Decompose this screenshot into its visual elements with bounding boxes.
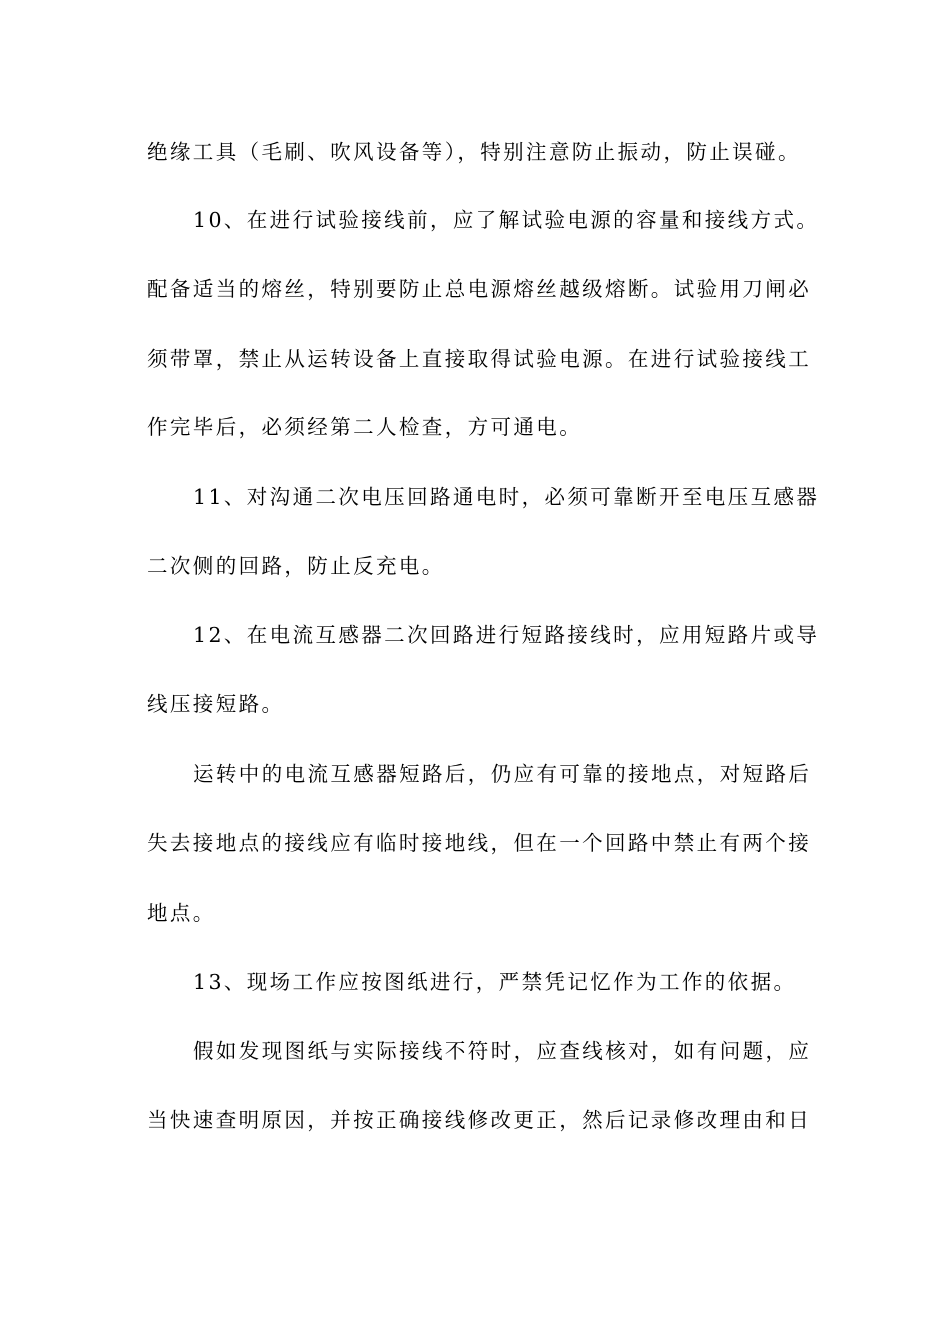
text-line: 当快速查明原因，并按正确接线修改更正，然后记录修改理由和日	[147, 1108, 812, 1132]
text-line: 作完毕后，必须经第二人检查，方可通电。	[147, 415, 583, 439]
text-line: 12、在电流互感器二次回路进行短路接线时，应用短路片或导	[193, 623, 820, 647]
text-line: 运转中的电流互感器短路后，仍应有可靠的接地点，对短路后	[193, 762, 812, 786]
text-line: 13、现场工作应按图纸进行，严禁凭记忆作为工作的依据。	[193, 970, 797, 994]
text-line: 绝缘工具（毛刷、吹风设备等），特别注意防止振动，防止误碰。	[147, 140, 801, 164]
text-line: 配备适当的熔丝，特别要防止总电源熔丝越级熔断。试验用刀闸必	[147, 277, 812, 301]
text-line: 二次侧的回路，防止反充电。	[147, 554, 445, 578]
text-line: 线压接短路。	[147, 692, 285, 716]
text-line: 11、对沟通二次电压回路通电时，必须可靠断开至电压互感器	[193, 485, 820, 509]
text-line: 失去接地点的接线应有临时接地线，但在一个回路中禁止有两个接	[147, 831, 812, 855]
text-line: 须带罩，禁止从运转设备上直接取得试验电源。在进行试验接线工	[147, 347, 812, 371]
text-line: 10、在进行试验接线前，应了解试验电源的容量和接线方式。	[193, 208, 820, 232]
text-line: 假如发现图纸与实际接线不符时，应查线核对，如有问题，应	[193, 1039, 812, 1063]
text-line: 地点。	[147, 901, 216, 925]
